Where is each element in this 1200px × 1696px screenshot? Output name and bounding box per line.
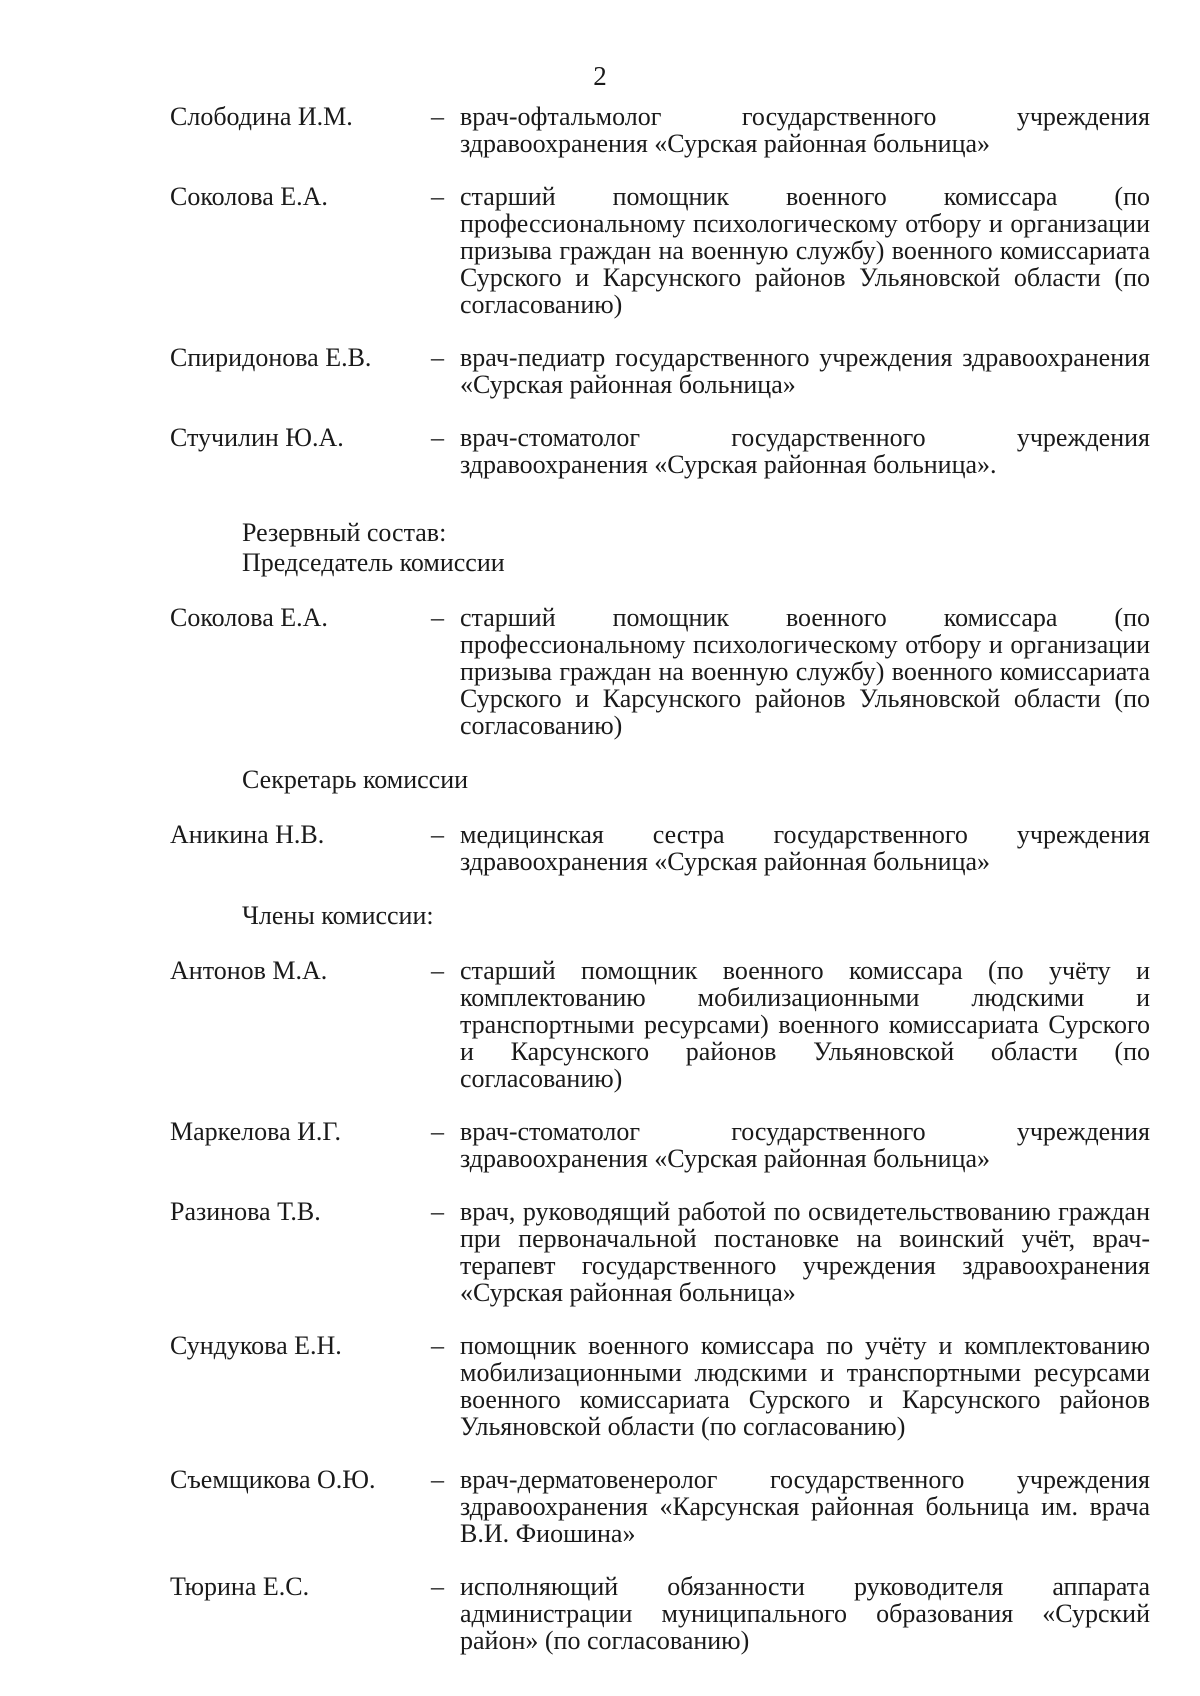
secretary-heading: Секретарь комиссии <box>242 765 469 794</box>
members-heading: Члены комиссии: <box>242 901 434 930</box>
member-name: Маркелова И.Г. <box>170 1117 342 1146</box>
member-position: врач, руководящий работой по освидетельствованию граждан при первоначальной постановке на воинский учёт, врач-терапевт государственного учреждения здравоохранения «Сурская районная больница» <box>460 1197 1150 1307</box>
member-name: Тюрина Е.С. <box>170 1572 310 1601</box>
member-name: Соколова Е.А. <box>170 603 328 632</box>
member-name: Аникина Н.В. <box>170 820 325 849</box>
member-position: старший помощник военного комиссара (по профессиональному психологическому отбору и организации призыва граждан на военную службу) военного комиссариата Сурского и Карсунского районов Ульяновской области (по согласованию) <box>460 182 1150 319</box>
secretary-entry <box>170 821 1150 875</box>
dash-separator: – <box>431 102 444 131</box>
commission-list <box>170 103 1150 1654</box>
member-position: врач-стоматолог государственного учреждения здравоохранения «Сурская районная больница» <box>460 1117 1150 1173</box>
member-name: Стучилин Ю.А. <box>170 423 344 452</box>
member-position: врач-педиатр государственного учреждения здравоохранения «Сурская районная больница» <box>460 343 1150 399</box>
page-number: 2 <box>593 61 607 91</box>
member-name: Антонов М.А. <box>170 956 328 985</box>
member-position: помощник военного комиссара по учёту и комплектованию мобилизационными людскими и транспортными ресурсами военного комиссариата Сурского и Карсунского районов Ульяновской области (по согласованию) <box>460 1331 1150 1441</box>
member-position: врач-стоматолог государственного учреждения здравоохранения «Сурская районная больница». <box>460 423 1150 479</box>
chair-heading: Председатель комиссии <box>242 548 505 577</box>
dash-separator: – <box>431 603 444 632</box>
member-entry <box>170 183 1150 318</box>
member-entry <box>170 1332 1150 1440</box>
member-entry <box>170 1573 1150 1654</box>
member-position: старший помощник военного комиссара (по учёту и комплектованию мобилизационными людскими и транспортными ресурсами) военного комиссариата Сурского и Карсунского районов Ульяновской области (по согласованию) <box>460 956 1150 1093</box>
dash-separator: – <box>431 343 444 372</box>
member-entry <box>170 103 1150 157</box>
reserve-title: Резервный состав: <box>242 518 447 547</box>
member-name: Сундукова Е.Н. <box>170 1331 342 1360</box>
member-name: Соколова Е.А. <box>170 182 328 211</box>
member-entry <box>170 957 1150 1092</box>
member-name: Разинова Т.В. <box>170 1197 321 1226</box>
dash-separator: – <box>431 1331 444 1360</box>
dash-separator: – <box>431 1197 444 1226</box>
member-position: врач-офтальмолог государственного учреждения здравоохранения «Сурская районная больница» <box>460 102 1150 158</box>
dash-separator: – <box>431 956 444 985</box>
member-entry <box>170 1198 1150 1306</box>
dash-separator: – <box>431 182 444 211</box>
dash-separator: – <box>431 820 444 849</box>
member-position: исполняющий обязанности руководителя аппарата администрации муниципального образования «Сурский район» (по согласованию) <box>460 1572 1150 1655</box>
dash-separator: – <box>431 1117 444 1146</box>
member-name: Съемщикова О.Ю. <box>170 1465 376 1494</box>
dash-separator: – <box>431 1465 444 1494</box>
member-entry <box>170 424 1150 478</box>
dash-separator: – <box>431 423 444 452</box>
member-entry <box>170 1466 1150 1547</box>
chair-entry <box>170 604 1150 739</box>
member-entry <box>170 344 1150 398</box>
member-position: медицинская сестра государственного учреждения здравоохранения «Сурская районная больница» <box>460 820 1150 876</box>
dash-separator: – <box>431 1572 444 1601</box>
member-position: старший помощник военного комиссара (по профессиональному психологическому отбору и организации призыва граждан на военную службу) военного комиссариата Сурского и Карсунского районов Ульяновской области (по согласованию) <box>460 603 1150 740</box>
member-entry <box>170 1118 1150 1172</box>
member-name: Слободина И.М. <box>170 102 353 131</box>
member-position: врач-дерматовенеролог государственного учреждения здравоохранения «Карсунская районная больница им. врача В.И. Фиошина» <box>460 1465 1150 1548</box>
member-name: Спиридонова Е.В. <box>170 343 372 372</box>
